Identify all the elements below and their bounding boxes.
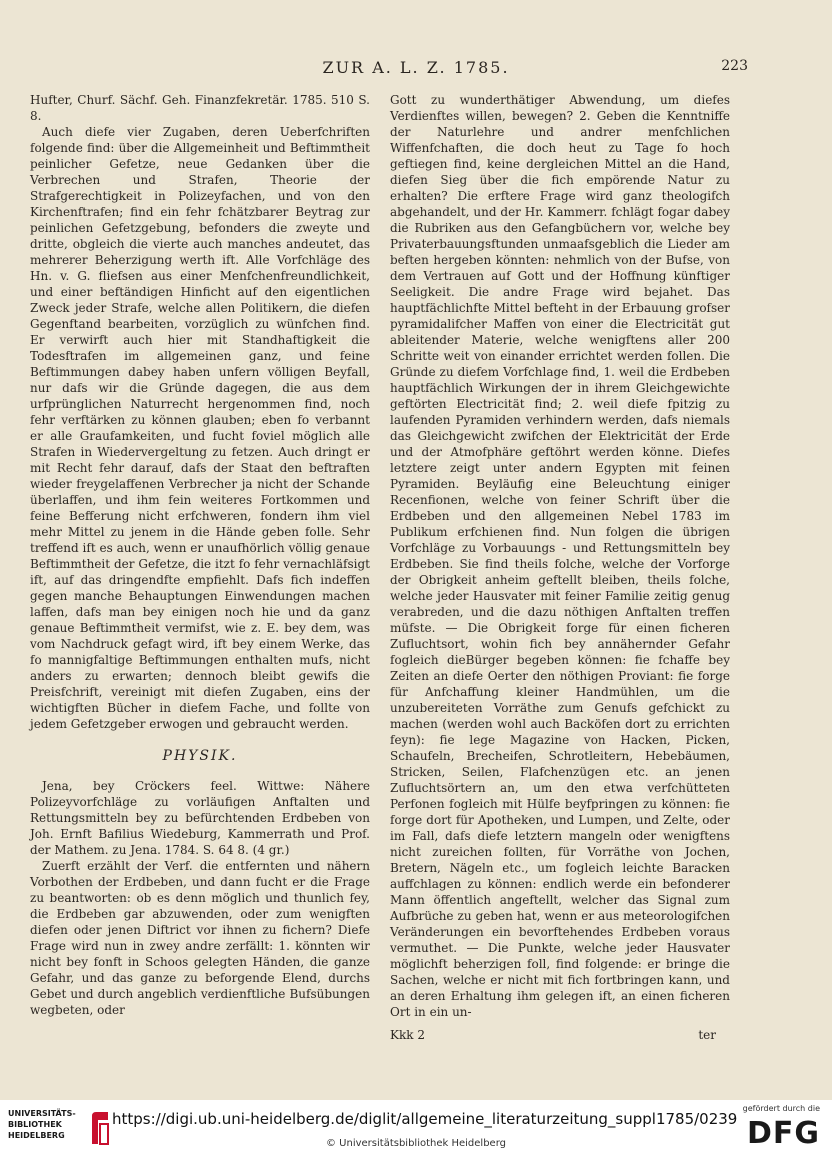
permalink-url[interactable]: https://digi.ub.uni-heidelberg.de/diglit/allgemeine_literaturzeitung_suppl1785/0239: [112, 1110, 738, 1128]
right-column: [390, 92, 730, 1020]
logo-line-1: UNIVERSITÄTS-: [8, 1109, 76, 1118]
copyright-notice: © Universitätsbibliothek Heidelberg: [325, 1138, 506, 1149]
logo-line-2: BIBLIOTHEK: [8, 1120, 62, 1129]
signature-mark: Kkk 2: [390, 1028, 425, 1042]
left-paragraph-1: Hufter, Churf. Sächf. Geh. Finanzfekretär. 1785. 510 S. 8.: [30, 93, 370, 123]
page-header: [0, 58, 832, 82]
page-number: 223: [721, 58, 748, 74]
running-title: ZUR A. L. Z. 1785.: [322, 58, 510, 77]
left-paragraph-4: Zuerft erzählt der Verf. die entfernten und nähern Vorbothen der Erdbeben, und dann fucht er die Frage zu beantworten: ob es denn möglich und thunlich fey, die Erdbeben gar abzuwenden, oder zum wenigften diefen oder jenen Diftrict vor ihnen zu fichern? Diefe Frage wird nun in zwey andre zerfällt: 1. könnten wir nicht bey fonft in Schoos gelegten Händen, die ganze Gefahr, und das ganze zu beforgende Elend, durchs Gebet und durch angeblich verdienftliche Bufsübungen wegbeten, oder: [30, 859, 370, 1017]
right-paragraph-1: Gott zu wunderthätiger Abwendung, um diefes Verdienftes willen, bewegen? 2. Geben die Kenntniffe der Naturlehre und andrer menfchlichen Wiffenfchaften, die doch heut zu Tage fo hoch geftiegen find, keine dergleichen Mittel an die Hand, diefen Sieg über die fich empörende Natur zu erhalten? Die erftere Frage wird ganz theologifch abgehandelt, und der Hr. Kammerr. fchlägt fogar dabey die Rubriken aus den Gefangbüchern vor, welche bey Privaterbauungsftunden unmaafsgeblich die Lieder am beften hergeben könnten: nehmlich von der Bufse, von dem Vertrauen auf Gott und der Hoffnung künftiger Seeligkeit. Die andre Frage wird bejahet. Das hauptfächlichfte Mittel befteht in der Erbauung grofser pyramidalifcher Maffen von einer die Electricität gut ableitender Materie, welche wenigftens aller 200 Schritte weit von einander errichtet werden follen. Die Gründe zu diefem Vorfchlage find, 1. weil die Erdbeben hauptfächlich Wirkungen der in ihrem Gleichgewichte geftörten Electricität find; 2. weil diefe fpitzig zu laufenden Pyramiden verhindern werden, dafs niemals das Gleichgewicht zwifchen der Elektricität der Erde und der Atmofphäre geftöhrt werden könne. Diefes letztere zeigt unter andern Egypten mit feinen Pyramiden. Beyläufig eine Beleuchtung einiger Recenfionen, welche von feiner Schrift über die Erdbeben und den allgemeinen Nebel 1783 im Publikum erfchienen find. Nun folgen die übrigen Vorfchläge zu Vorbauungs - und Rettungsmitteln bey Erdbeben. Sie find theils folche, welche der Vorforge der Obrigkeit anheim geftellt bleiben, theils folche, welche jeder Hausvater mit feiner Familie zeitig genug verabreden, und die dazu nöthigen Anftalten treffen müfste. — Die Obrigkeit forge für einen ficheren Zufluchtsort, wohin fich bey annähernder Gefahr fogleich dieBürger begeben können: fie fchaffe bey Zeiten an diefe Oerter den nöthigen Proviant: fie forge für Anfchaffung kleiner Handmühlen, um die unzubereiteten Vorräthe zum Genufs gefchickt zu machen (werden wohl auch Backöfen dort zu errichten feyn): fie lege Magazine von Hacken, Picken, Schaufeln, Brecheifen, Schrotleitern, Hebebäumen, Stricken, Seilen, Flafchenzügen etc. an jenen Zufluchtsörtern an, um den etwa verfchütteten Perfonen fogleich mit Hülfe beyfpringen zu können: fie forge dort für Apotheken, und Lumpen, und Zelte, oder im Fall, dafs diefe letztern mangeln oder wenigftens nicht zureichen follten, für Vorräthe von Jochen, Bretern, Nägeln etc., um fogleich leichte Baracken auffchlagen zu können: endlich werde ein befonderer Mann öffentlich angeftellt, welcher das Signal zum Aufbrüche zu geben hat, wenn er aus meteorologifchen Veränderungen ein bevorftehendes Erdbeben voraus vermuthet. — Die Punkte, welche jeder Hausvater möglichft beherzigen foll, find folgende: er bringe die Sachen, welche er nicht mit fich fortbringen kann, und an deren Erhaltung ihm gelegen ift, an einen ficheren Ort in ein un-: [390, 93, 730, 1019]
section-heading: PHYSIK.: [162, 748, 238, 764]
footer-bar: [0, 1100, 832, 1159]
left-column: [30, 92, 370, 1018]
funder-label: gefördert durch die: [742, 1104, 820, 1113]
logo-line-3: HEIDELBERG: [8, 1131, 65, 1140]
dfg-logo[interactable]: DFG: [746, 1116, 820, 1151]
left-paragraph-3: Jena, bey Cröckers feel. Wittwe: Nähere Polizeyvorfchläge zu vorläufigen Anftalten und Rettungsmitteln bey zu befürchtenden Erdbeben von Joh. Ernft Bafilius Wiedeburg, Kammerrath und Prof. der Mathem. zu Jena. 1784. S. 64 8. (4 gr.): [30, 779, 370, 857]
catchword: ter: [698, 1028, 716, 1042]
left-paragraph-2: Auch diefe vier Zugaben, deren Ueberfchriften folgende find: über die Allgemeinheit und Beftimmtheit peinlicher Gefetze, neue Gedanken über die Verbrechen und Strafen, Theorie der Strafgerechtigkeit in Polizeyfachen, und von den Kirchenftrafen; find ein fehr fchätzbarer Beytrag zur peinlichen Gefetzgebung, befonders die zweyte und dritte, obgleich die vierte auch manches andeutet, das mehrerer Beherzigung werth ift. Alle Vorfchläge des Hn. v. G. fliefsen aus einer Menfchenfreundlichkeit, und einer beftändigen Hinficht auf den eigentlichen Zweck jeder Strafe, welche allen Politikern, die diefen Gegenftand bearbeiten, vorzüglich zu wünfchen find. Er verwirft auch hier mit Standhaftigkeit die Todesftrafen im allgemeinen ganz, und feine Beftimmungen dabey haben unfern völligen Beyfall, nur dafs wir die Gründe dagegen, die aus dem urfprünglichen Naturrecht hergenommen find, noch fehr verftärken zu können glauben; eben fo verbannt er alle Graufamkeiten, und fucht foviel möglich alle Strafen in Wiedervergeltung zu fetzen. Auch dringt er mit Recht fehr darauf, dafs der Staat den beftraften wieder freygelaffenen Verbrecher ja nicht der Schande überlaffen, und ihm fein weiteres Fortkommen und feine Befferung nicht erfchweren, fondern ihm viel mehr Mittel zu jenem in die Hände geben folle. Sehr treffend ift es auch, wenn er unaufhörlich völlig genaue Beftimmtheit der Gefetze, die itzt fo fehr vernachläfsigt ift, auf das dringendfte empfiehlt. Dafs fich indeffen gegen manche Behauptungen Einwendungen machen laffen, dafs man bey einigen noch hie und da ganz genaue Beftimmtheit vermifst, wie z. E. bey dem, was vom Nachdruck gefagt wird, ift bey einem Werke, das fo mannigfaltige Beftimmungen enthalten mufs, nicht anders zu erwarten; dennoch bleibt gewifs die Preisfchrift, vereinigt mit diefen Zugaben, eins der wichtigften Bücher in diefem Fache, und follte von jedem Gefetzgeber erwogen und gebraucht werden.: [30, 125, 370, 731]
